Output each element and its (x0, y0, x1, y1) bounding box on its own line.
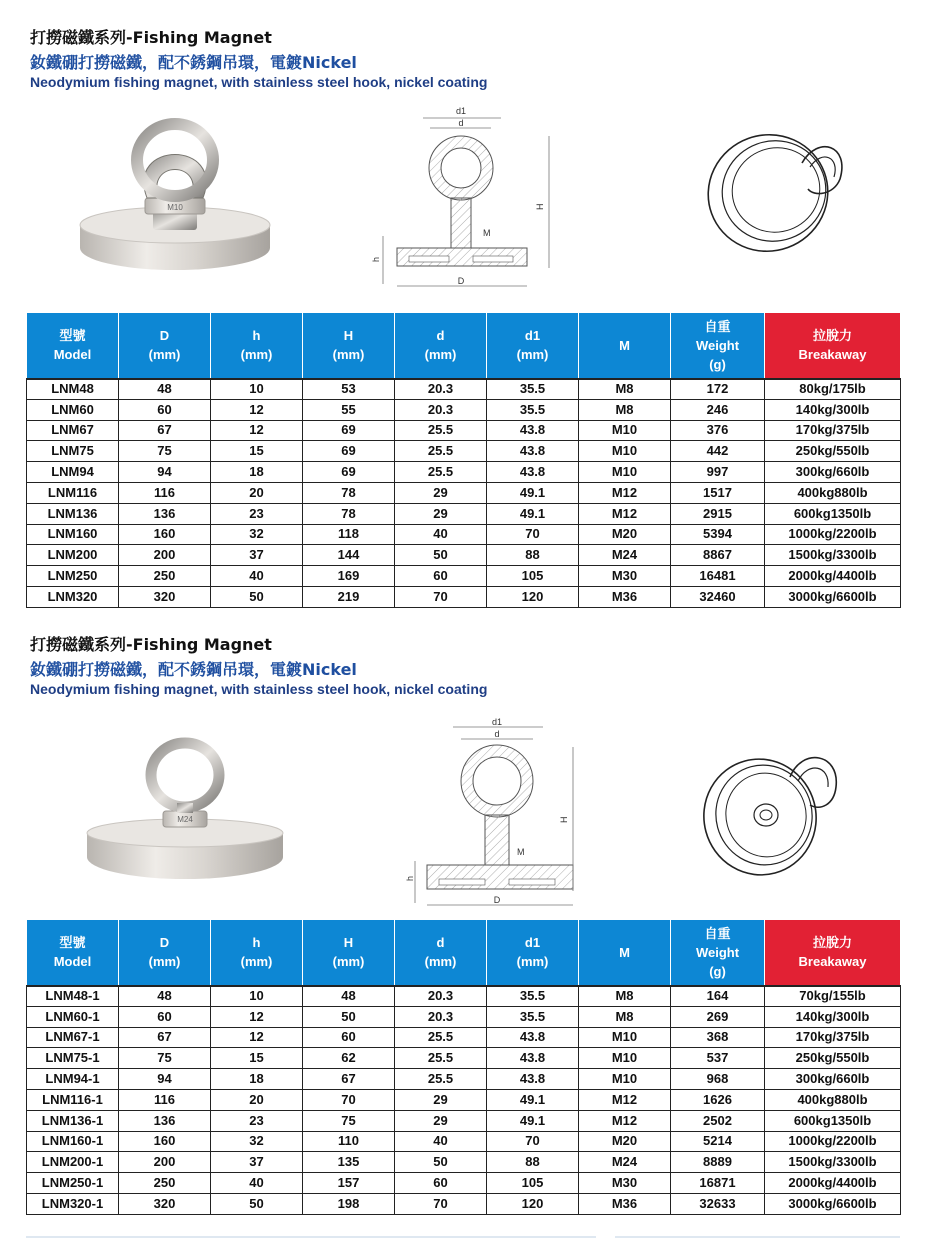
cell-M: M12 (579, 503, 671, 524)
cell-h: 23 (211, 1110, 303, 1131)
cell-H: 75 (303, 1110, 395, 1131)
section-title: 打撈磁鐵系列-Fishing Magnet (30, 635, 272, 654)
cell-d1: 43.8 (487, 1048, 579, 1069)
cell-breakaway: 170kg/375lb (765, 1027, 901, 1048)
cell-model: LNM94 (27, 462, 119, 483)
cell-model: LNM75-1 (27, 1048, 119, 1069)
cell-h: 15 (211, 1048, 303, 1069)
cell-model: LNM200-1 (27, 1152, 119, 1173)
cell-D: 200 (119, 545, 211, 566)
cell-d1: 35.5 (487, 1006, 579, 1027)
product-photo (75, 100, 275, 290)
cell-breakaway: 250kg/550lb (765, 441, 901, 462)
header-breakaway: 拉脫力 Breakaway (765, 920, 901, 986)
cell-h: 12 (211, 420, 303, 441)
cell-H: 78 (303, 482, 395, 503)
cell-M: M24 (579, 545, 671, 566)
cell-M: M20 (579, 1131, 671, 1152)
cell-weight: 2502 (671, 1110, 765, 1131)
cell-model: LNM160 (27, 524, 119, 545)
header-d1: d1 (mm) (487, 920, 579, 986)
product-photo (85, 707, 285, 897)
cell-D: 94 (119, 1069, 211, 1090)
cell-d: 50 (395, 1152, 487, 1173)
section-subtitle: 釹鐵硼打撈磁鐵，配不銹鋼吊環，電鍍Nickel (30, 660, 357, 679)
cell-M: M30 (579, 1173, 671, 1194)
cell-weight: 269 (671, 1006, 765, 1027)
cell-model: LNM116 (27, 482, 119, 503)
table-row (27, 1069, 901, 1090)
cell-d: 50 (395, 545, 487, 566)
cell-d: 40 (395, 524, 487, 545)
cell-H: 169 (303, 566, 395, 587)
cell-weight: 172 (671, 379, 765, 400)
cell-d1: 43.8 (487, 441, 579, 462)
cell-d1: 43.8 (487, 462, 579, 483)
cell-D: 60 (119, 399, 211, 420)
cell-H: 50 (303, 1006, 395, 1027)
table-row (27, 1131, 901, 1152)
table-row (27, 545, 901, 566)
cell-d: 60 (395, 566, 487, 587)
dim-d1-label: d1 (491, 717, 503, 727)
cell-weight: 442 (671, 441, 765, 462)
header-model: 型號 Model (27, 313, 119, 379)
header-D: D (mm) (119, 313, 211, 379)
cell-H: 62 (303, 1048, 395, 1069)
cell-breakaway: 1000kg/2200lb (765, 1131, 901, 1152)
cell-h: 32 (211, 524, 303, 545)
photo-thread-label: M10 (167, 203, 183, 212)
cell-M: M10 (579, 1027, 671, 1048)
cell-model: LNM136 (27, 503, 119, 524)
cell-breakaway: 400kg880lb (765, 1089, 901, 1110)
cell-D: 200 (119, 1152, 211, 1173)
cell-model: LNM48-1 (27, 986, 119, 1007)
cell-h: 18 (211, 462, 303, 483)
cell-d1: 49.1 (487, 503, 579, 524)
cell-model: LNM60-1 (27, 1006, 119, 1027)
cell-M: M12 (579, 1110, 671, 1131)
cell-d1: 120 (487, 1193, 579, 1214)
cell-breakaway: 2000kg/4400lb (765, 566, 901, 587)
cell-M: M12 (579, 1089, 671, 1110)
cell-model: LNM160-1 (27, 1131, 119, 1152)
cell-h: 10 (211, 379, 303, 400)
cell-d: 70 (395, 586, 487, 607)
table-header-row (27, 920, 901, 986)
cell-model: LNM250-1 (27, 1173, 119, 1194)
header-H: H (mm) (303, 920, 395, 986)
cell-breakaway: 300kg/660lb (765, 462, 901, 483)
cell-M: M10 (579, 462, 671, 483)
cell-d1: 49.1 (487, 1110, 579, 1131)
cell-d: 25.5 (395, 462, 487, 483)
cell-M: M10 (579, 1048, 671, 1069)
cell-d: 20.3 (395, 1006, 487, 1027)
cell-D: 116 (119, 1089, 211, 1110)
dim-H-label: H (535, 203, 545, 210)
cell-d1: 49.1 (487, 482, 579, 503)
cell-h: 18 (211, 1069, 303, 1090)
cell-H: 219 (303, 586, 395, 607)
cell-M: M8 (579, 1006, 671, 1027)
cell-d: 29 (395, 1110, 487, 1131)
cell-weight: 5214 (671, 1131, 765, 1152)
cell-breakaway: 3000kg/6600lb (765, 1193, 901, 1214)
cell-breakaway: 3000kg/6600lb (765, 586, 901, 607)
cell-d: 29 (395, 482, 487, 503)
cell-model: LNM136-1 (27, 1110, 119, 1131)
cell-M: M10 (579, 1069, 671, 1090)
cell-D: 48 (119, 986, 211, 1007)
technical-drawing (365, 100, 565, 300)
cell-d: 25.5 (395, 1048, 487, 1069)
cell-h: 20 (211, 1089, 303, 1110)
spec-table (26, 919, 901, 1215)
cell-breakaway: 70kg/155lb (765, 986, 901, 1007)
cell-M: M36 (579, 586, 671, 607)
cell-model: LNM75 (27, 441, 119, 462)
cell-d1: 35.5 (487, 986, 579, 1007)
cell-M: M10 (579, 420, 671, 441)
cell-h: 37 (211, 1152, 303, 1173)
cell-D: 67 (119, 1027, 211, 1048)
section-title: 打撈磁鐵系列-Fishing Magnet (30, 28, 272, 47)
cell-h: 40 (211, 566, 303, 587)
cell-breakaway: 1500kg/3300lb (765, 545, 901, 566)
cell-D: 250 (119, 566, 211, 587)
cell-weight: 537 (671, 1048, 765, 1069)
dim-h-label: h (405, 875, 415, 881)
isometric-drawing (690, 747, 860, 897)
cell-d: 29 (395, 503, 487, 524)
table-row (27, 566, 901, 587)
cell-D: 320 (119, 1193, 211, 1214)
cell-h: 50 (211, 586, 303, 607)
cell-weight: 997 (671, 462, 765, 483)
section-subtitle-english: Neodymium fishing magnet, with stainless steel hook, nickel coating (30, 74, 488, 90)
table-row (27, 524, 901, 545)
cell-D: 136 (119, 1110, 211, 1131)
cell-H: 110 (303, 1131, 395, 1152)
table-row (27, 441, 901, 462)
cell-weight: 1517 (671, 482, 765, 503)
cell-model: LNM67 (27, 420, 119, 441)
cell-breakaway: 170kg/375lb (765, 420, 901, 441)
cell-breakaway: 140kg/300lb (765, 1006, 901, 1027)
cell-D: 160 (119, 524, 211, 545)
table-row (27, 1173, 901, 1194)
cell-d1: 43.8 (487, 1069, 579, 1090)
cell-d: 25.5 (395, 420, 487, 441)
cell-breakaway: 300kg/660lb (765, 1069, 901, 1090)
header-H: H (mm) (303, 313, 395, 379)
cell-h: 20 (211, 482, 303, 503)
cell-M: M8 (579, 986, 671, 1007)
cell-d: 25.5 (395, 1069, 487, 1090)
cell-weight: 2915 (671, 503, 765, 524)
cell-D: 116 (119, 482, 211, 503)
cell-H: 144 (303, 545, 395, 566)
cell-d: 40 (395, 1131, 487, 1152)
table-row (27, 379, 901, 400)
cell-H: 69 (303, 441, 395, 462)
dim-d-label: d (494, 729, 500, 739)
section-subtitle-english: Neodymium fishing magnet, with stainless steel hook, nickel coating (30, 681, 488, 697)
header-weight: 自重 Weight (g) (671, 920, 765, 986)
cell-h: 50 (211, 1193, 303, 1214)
cell-d1: 43.8 (487, 1027, 579, 1048)
cell-d: 20.3 (395, 379, 487, 400)
cell-breakaway: 1000kg/2200lb (765, 524, 901, 545)
cell-D: 67 (119, 420, 211, 441)
cell-M: M24 (579, 1152, 671, 1173)
cell-breakaway: 1500kg/3300lb (765, 1152, 901, 1173)
technical-drawing (405, 715, 605, 915)
cell-model: LNM116-1 (27, 1089, 119, 1110)
header-M: M (579, 313, 671, 379)
header-d: d (mm) (395, 313, 487, 379)
cell-M: M8 (579, 379, 671, 400)
photo-thread-label: M24 (177, 815, 193, 824)
cell-model: LNM67-1 (27, 1027, 119, 1048)
cell-d: 60 (395, 1173, 487, 1194)
cell-h: 32 (211, 1131, 303, 1152)
table-row (27, 462, 901, 483)
cell-d: 25.5 (395, 441, 487, 462)
cell-H: 157 (303, 1173, 395, 1194)
cell-weight: 8867 (671, 545, 765, 566)
isometric-drawing (690, 115, 860, 265)
header-model: 型號 Model (27, 920, 119, 986)
header-breakaway: 拉脫力 Breakaway (765, 313, 901, 379)
cell-weight: 32460 (671, 586, 765, 607)
dim-D-label: D (493, 895, 501, 905)
cell-d: 20.3 (395, 986, 487, 1007)
cell-d: 70 (395, 1193, 487, 1214)
table-row (27, 503, 901, 524)
cell-weight: 16481 (671, 566, 765, 587)
table-row (27, 1152, 901, 1173)
table-row (27, 586, 901, 607)
cell-d1: 88 (487, 545, 579, 566)
cell-D: 320 (119, 586, 211, 607)
cell-M: M12 (579, 482, 671, 503)
cell-H: 118 (303, 524, 395, 545)
cell-weight: 164 (671, 986, 765, 1007)
cell-H: 70 (303, 1089, 395, 1110)
cell-h: 12 (211, 1027, 303, 1048)
cell-model: LNM250 (27, 566, 119, 587)
cell-weight: 32633 (671, 1193, 765, 1214)
cell-h: 15 (211, 441, 303, 462)
cell-d1: 49.1 (487, 1089, 579, 1110)
cell-model: LNM200 (27, 545, 119, 566)
table-row (27, 1027, 901, 1048)
cell-M: M30 (579, 566, 671, 587)
cell-H: 48 (303, 986, 395, 1007)
cell-M: M10 (579, 441, 671, 462)
cell-d1: 35.5 (487, 379, 579, 400)
dim-d-label: d (458, 118, 464, 128)
cell-breakaway: 250kg/550lb (765, 1048, 901, 1069)
cell-H: 55 (303, 399, 395, 420)
spec-table (26, 312, 901, 608)
cell-breakaway: 2000kg/4400lb (765, 1173, 901, 1194)
cell-model: LNM320 (27, 586, 119, 607)
header-d1: d1 (mm) (487, 313, 579, 379)
cell-H: 198 (303, 1193, 395, 1214)
cell-H: 69 (303, 420, 395, 441)
cell-H: 78 (303, 503, 395, 524)
table-row (27, 399, 901, 420)
section-subtitle: 釹鐵硼打撈磁鐵，配不銹鋼吊環，電鍍Nickel (30, 53, 357, 72)
footer-divider (26, 1236, 596, 1238)
cell-h: 23 (211, 503, 303, 524)
table-row (27, 1193, 901, 1214)
cell-model: LNM94-1 (27, 1069, 119, 1090)
cell-model: LNM320-1 (27, 1193, 119, 1214)
cell-d1: 35.5 (487, 399, 579, 420)
cell-h: 37 (211, 545, 303, 566)
cell-weight: 368 (671, 1027, 765, 1048)
dim-M-label: M (517, 847, 525, 857)
header-M: M (579, 920, 671, 986)
cell-breakaway: 600kg1350lb (765, 1110, 901, 1131)
header-d: d (mm) (395, 920, 487, 986)
dim-D-label: D (457, 276, 465, 286)
cell-D: 160 (119, 1131, 211, 1152)
table-row (27, 1048, 901, 1069)
cell-D: 48 (119, 379, 211, 400)
cell-weight: 8889 (671, 1152, 765, 1173)
cell-d1: 105 (487, 566, 579, 587)
cell-h: 10 (211, 986, 303, 1007)
cell-weight: 5394 (671, 524, 765, 545)
cell-D: 136 (119, 503, 211, 524)
cell-weight: 246 (671, 399, 765, 420)
table-row (27, 986, 901, 1007)
header-D: D (mm) (119, 920, 211, 986)
cell-d1: 105 (487, 1173, 579, 1194)
dim-M-label: M (483, 228, 491, 238)
cell-weight: 376 (671, 420, 765, 441)
table-row (27, 1006, 901, 1027)
table-row (27, 482, 901, 503)
cell-model: LNM60 (27, 399, 119, 420)
cell-d1: 70 (487, 524, 579, 545)
cell-d: 29 (395, 1089, 487, 1110)
footer-divider (615, 1236, 900, 1238)
cell-M: M36 (579, 1193, 671, 1214)
cell-H: 60 (303, 1027, 395, 1048)
cell-H: 67 (303, 1069, 395, 1090)
cell-weight: 1626 (671, 1089, 765, 1110)
header-h: h (mm) (211, 313, 303, 379)
cell-d1: 120 (487, 586, 579, 607)
cell-D: 75 (119, 441, 211, 462)
cell-weight: 968 (671, 1069, 765, 1090)
cell-D: 60 (119, 1006, 211, 1027)
dim-h-label: h (371, 256, 381, 262)
cell-h: 40 (211, 1173, 303, 1194)
cell-M: M20 (579, 524, 671, 545)
cell-M: M8 (579, 399, 671, 420)
header-h: h (mm) (211, 920, 303, 986)
dim-H-label: H (559, 816, 569, 823)
cell-H: 69 (303, 462, 395, 483)
cell-model: LNM48 (27, 379, 119, 400)
cell-breakaway: 400kg880lb (765, 482, 901, 503)
table-row (27, 1089, 901, 1110)
cell-weight: 16871 (671, 1173, 765, 1194)
cell-d1: 88 (487, 1152, 579, 1173)
table-header-row (27, 313, 901, 379)
cell-H: 53 (303, 379, 395, 400)
cell-D: 250 (119, 1173, 211, 1194)
cell-breakaway: 600kg1350lb (765, 503, 901, 524)
cell-d: 20.3 (395, 399, 487, 420)
cell-D: 94 (119, 462, 211, 483)
table-row (27, 1110, 901, 1131)
cell-breakaway: 80kg/175lb (765, 379, 901, 400)
cell-h: 12 (211, 399, 303, 420)
table-row (27, 420, 901, 441)
header-weight: 自重 Weight (g) (671, 313, 765, 379)
cell-d: 25.5 (395, 1027, 487, 1048)
dim-d1-label: d1 (455, 106, 467, 116)
cell-D: 75 (119, 1048, 211, 1069)
cell-d1: 70 (487, 1131, 579, 1152)
cell-breakaway: 140kg/300lb (765, 399, 901, 420)
cell-d1: 43.8 (487, 420, 579, 441)
cell-h: 12 (211, 1006, 303, 1027)
cell-H: 135 (303, 1152, 395, 1173)
